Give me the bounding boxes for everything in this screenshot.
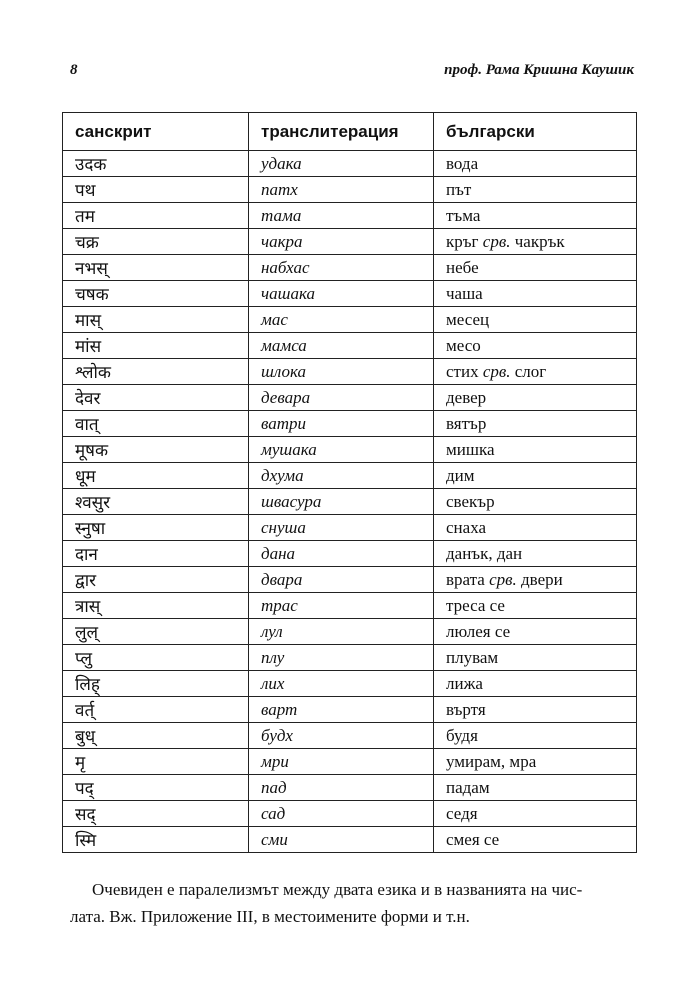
bulgarian-cell (434, 541, 637, 567)
compare-prefix: срв. (489, 569, 517, 589)
sanskrit-cell: देवर (63, 385, 249, 411)
transliteration-cell: дана (249, 541, 434, 567)
sanskrit-cell: बुध् (63, 723, 249, 749)
bulgarian-word: небе (446, 257, 479, 277)
bulgarian-word: снаха (446, 517, 487, 537)
sanskrit-cell: पथ (63, 177, 249, 203)
bulgarian-word: въртя (446, 699, 486, 719)
bulgarian-cell (434, 463, 637, 489)
bulgarian-word: умирам, мра (446, 751, 537, 771)
sanskrit-cell: धूम (63, 463, 249, 489)
table-row (63, 463, 637, 489)
table-row (63, 723, 637, 749)
bulgarian-cell (434, 333, 637, 359)
bulgarian-word: мишка (446, 439, 495, 459)
transliteration-cell: чашака (249, 281, 434, 307)
table-row (63, 567, 637, 593)
bulgarian-cell (434, 437, 637, 463)
page-header (70, 62, 634, 84)
sanskrit-cell: प्लु (63, 645, 249, 671)
bulgarian-cell (434, 229, 637, 255)
compare-prefix: срв. (482, 361, 511, 381)
transliteration-cell: мас (249, 307, 434, 333)
bulgarian-word: будя (446, 725, 478, 745)
sanskrit-cell: वर्त् (63, 697, 249, 723)
bulgarian-word: врата (446, 569, 485, 589)
bulgarian-word: седя (446, 803, 478, 823)
table-row (63, 827, 637, 853)
table-row (63, 619, 637, 645)
bulgarian-cell (434, 697, 637, 723)
bulgarian-cell (434, 489, 637, 515)
sanskrit-cell: मांस (63, 333, 249, 359)
table-row (63, 333, 637, 359)
sanskrit-cell: वात् (63, 411, 249, 437)
transliteration-cell: набхас (249, 255, 434, 281)
closing-paragraph (70, 876, 636, 930)
sanskrit-cell: लुल् (63, 619, 249, 645)
bulgarian-word: дим (446, 465, 475, 485)
sanskrit-cell: चक्र (63, 229, 249, 255)
table-row (63, 281, 637, 307)
bulgarian-cell (434, 567, 637, 593)
table-row (63, 541, 637, 567)
bulgarian-word: месо (446, 335, 481, 355)
bulgarian-cell (434, 177, 637, 203)
bulgarian-cell (434, 151, 637, 177)
bulgarian-cell (434, 385, 637, 411)
bulgarian-cell (434, 281, 637, 307)
sanskrit-cell: पद् (63, 775, 249, 801)
table-row (63, 359, 637, 385)
bulgarian-word: данък, дан (446, 543, 523, 563)
transliteration-cell: плу (249, 645, 434, 671)
sanskrit-cell: श्लोक (63, 359, 249, 385)
transliteration-cell: варт (249, 697, 434, 723)
sanskrit-cell: तम (63, 203, 249, 229)
bulgarian-word: кръг (446, 231, 479, 251)
sanskrit-cell: नभस् (63, 255, 249, 281)
table-row (63, 671, 637, 697)
bulgarian-word: тъма (446, 205, 481, 225)
bulgarian-cell (434, 827, 637, 853)
table-row (63, 593, 637, 619)
bulgarian-cell (434, 723, 637, 749)
transliteration-cell: снуша (249, 515, 434, 541)
bulgarian-word: смея се (446, 829, 500, 849)
sanskrit-cell: मृ (63, 749, 249, 775)
bulgarian-cell (434, 307, 637, 333)
table-row (63, 203, 637, 229)
bulgarian-cell (434, 801, 637, 827)
column-header-bulgarian: български (434, 113, 637, 151)
bulgarian-cell (434, 619, 637, 645)
compare-prefix: срв. (482, 231, 511, 251)
bulgarian-cell (434, 749, 637, 775)
bulgarian-word: плувам (446, 647, 499, 667)
bulgarian-cell (434, 593, 637, 619)
transliteration-cell: будх (249, 723, 434, 749)
transliteration-cell: патх (249, 177, 434, 203)
table-body (63, 151, 637, 853)
transliteration-cell: дхума (249, 463, 434, 489)
transliteration-cell: лих (249, 671, 434, 697)
running-title: проф. Рама Кришна Каушик (444, 62, 634, 78)
sanskrit-cell: दान (63, 541, 249, 567)
bulgarian-word: девер (446, 387, 487, 407)
transliteration-cell: мушака (249, 437, 434, 463)
table-row (63, 489, 637, 515)
bulgarian-word: вятър (446, 413, 487, 433)
transliteration-cell: чакра (249, 229, 434, 255)
sanskrit-cell: स्मि (63, 827, 249, 853)
compare-word: двери (521, 569, 563, 589)
transliteration-cell: двара (249, 567, 434, 593)
bulgarian-cell (434, 411, 637, 437)
table-row (63, 645, 637, 671)
transliteration-cell: шлока (249, 359, 434, 385)
bulgarian-cell (434, 359, 637, 385)
table-row (63, 697, 637, 723)
compare-word: слог (514, 361, 547, 381)
sanskrit-cell: सद् (63, 801, 249, 827)
column-header-sanskrit: санскрит (63, 113, 249, 151)
sanskrit-cell: चषक (63, 281, 249, 307)
table-row (63, 177, 637, 203)
table-row (63, 385, 637, 411)
bulgarian-cell (434, 645, 637, 671)
bulgarian-word: чаша (446, 283, 483, 303)
paragraph-line: лата. Вж. Приложение III, в местоимените форми и т.н. (70, 907, 470, 926)
table-row (63, 411, 637, 437)
bulgarian-word: стих (446, 361, 479, 381)
transliteration-cell: пад (249, 775, 434, 801)
table-row (63, 229, 637, 255)
table-row (63, 775, 637, 801)
bulgarian-cell (434, 671, 637, 697)
bulgarian-cell (434, 515, 637, 541)
transliteration-cell: удака (249, 151, 434, 177)
sanskrit-cell: मास् (63, 307, 249, 333)
sanskrit-cell: स्नुषा (63, 515, 249, 541)
sanskrit-cell: उदक (63, 151, 249, 177)
table-header-row (63, 113, 637, 151)
bulgarian-cell (434, 255, 637, 281)
table-row (63, 801, 637, 827)
transliteration-cell: мамса (249, 333, 434, 359)
bulgarian-word: лижа (446, 673, 483, 693)
bulgarian-word: свекър (446, 491, 495, 511)
table-row (63, 437, 637, 463)
transliteration-cell: лул (249, 619, 434, 645)
sanskrit-cell: मूषक (63, 437, 249, 463)
column-header-transliteration: транслитерация (249, 113, 434, 151)
table-row (63, 515, 637, 541)
bulgarian-cell (434, 775, 637, 801)
sanskrit-cell: लिह् (63, 671, 249, 697)
sanskrit-cell: श्वसुर (63, 489, 249, 515)
vocabulary-table (62, 112, 637, 853)
paragraph-line: Очевиден е паралелизмът между двата езика и в названията на чис- (92, 880, 583, 899)
page-number: 8 (70, 62, 78, 78)
bulgarian-word: падам (446, 777, 490, 797)
table-row (63, 151, 637, 177)
table-row (63, 749, 637, 775)
table-row (63, 255, 637, 281)
sanskrit-cell: द्वार (63, 567, 249, 593)
transliteration-cell: тама (249, 203, 434, 229)
table-row (63, 307, 637, 333)
transliteration-cell: сад (249, 801, 434, 827)
bulgarian-word: вода (446, 153, 479, 173)
sanskrit-cell: त्रास् (63, 593, 249, 619)
bulgarian-word: път (446, 179, 472, 199)
bulgarian-word: люлея се (446, 621, 511, 641)
transliteration-cell: мри (249, 749, 434, 775)
bulgarian-word: треса се (446, 595, 505, 615)
transliteration-cell: ватри (249, 411, 434, 437)
bulgarian-cell (434, 203, 637, 229)
bulgarian-word: месец (446, 309, 490, 329)
compare-word: чакрък (514, 231, 565, 251)
transliteration-cell: трас (249, 593, 434, 619)
transliteration-cell: швасура (249, 489, 434, 515)
transliteration-cell: сми (249, 827, 434, 853)
transliteration-cell: девара (249, 385, 434, 411)
